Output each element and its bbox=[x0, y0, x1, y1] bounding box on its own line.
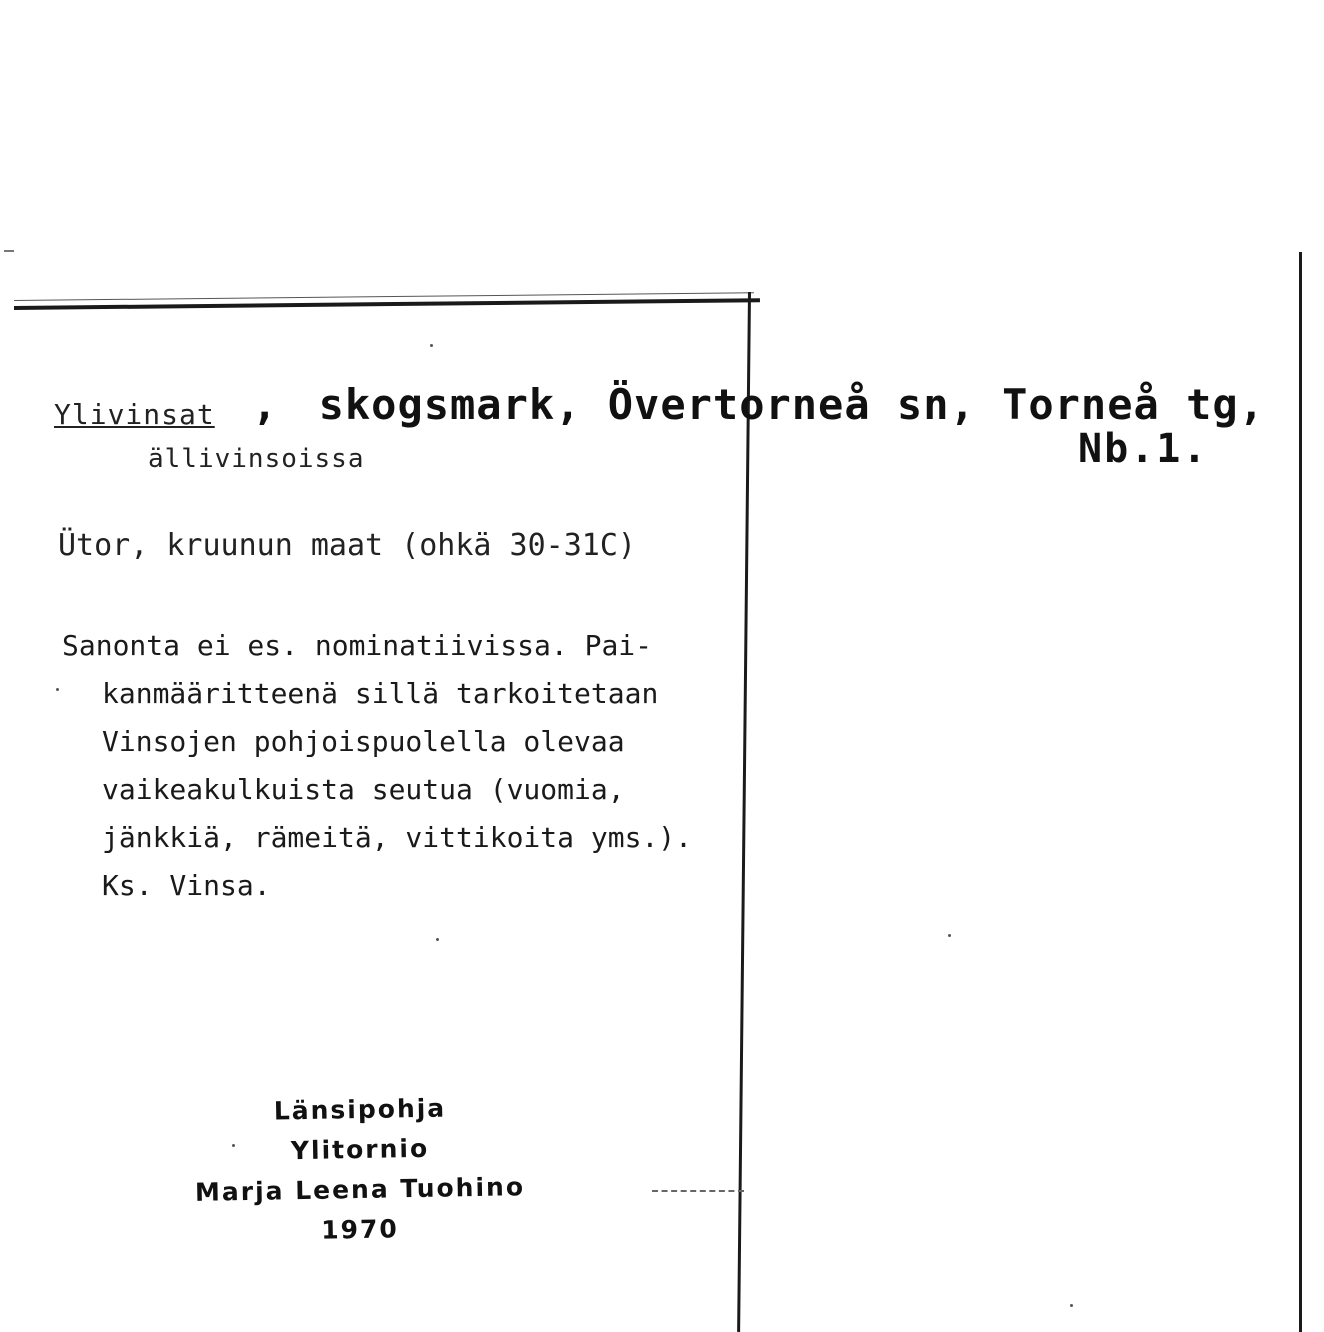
stamp-parish: Ylitornio bbox=[290, 1133, 430, 1166]
dash-mark bbox=[652, 1190, 744, 1192]
corner-mark bbox=[4, 250, 14, 252]
description-line: Vinsojen pohjoispuolella olevaa bbox=[102, 725, 625, 758]
scan-speck bbox=[948, 934, 951, 937]
description bbox=[62, 622, 692, 910]
stamp-collector: Marja Leena Tuohino bbox=[194, 1172, 526, 1207]
description-line: jänkkiä, rämeitä, vittikoita yms.). bbox=[102, 821, 693, 854]
scan-speck bbox=[430, 344, 433, 347]
head-gloss bbox=[252, 380, 1265, 429]
head-district: Torneå tg, bbox=[1002, 380, 1265, 429]
description-line: kanmääritteenä sillä tarkoitetaan bbox=[102, 677, 659, 710]
middle-vertical-line bbox=[737, 292, 751, 1332]
description-line: vaikeakulkuista seutua (vuomia, bbox=[102, 773, 625, 806]
dialect-form: ällivinsoissa bbox=[148, 444, 365, 474]
head-separator: , bbox=[252, 380, 279, 429]
top-rule bbox=[14, 298, 760, 310]
scan-speck bbox=[436, 938, 439, 941]
stamp-region: Länsipohja bbox=[273, 1093, 447, 1126]
scan-speck bbox=[56, 688, 59, 691]
right-vertical-line bbox=[1299, 252, 1302, 1332]
source-line: Ütor, kruunun maat (ohkä 30-31C) bbox=[58, 528, 636, 563]
headword: Ylivinsat bbox=[54, 398, 215, 431]
map-reference: Nb.1. bbox=[1078, 426, 1209, 472]
head-type: skogsmark, bbox=[318, 380, 582, 429]
collector-stamp bbox=[180, 1090, 540, 1250]
description-line: Ks. Vinsa. bbox=[102, 869, 271, 902]
stamp-year: 1970 bbox=[320, 1214, 400, 1245]
scan-speck bbox=[1070, 1304, 1073, 1307]
head-parish: Övertorneå sn, bbox=[607, 380, 976, 429]
description-line: Sanonta ei es. nominatiivissa. Pai- bbox=[62, 629, 653, 662]
scan-speck bbox=[232, 1144, 235, 1147]
